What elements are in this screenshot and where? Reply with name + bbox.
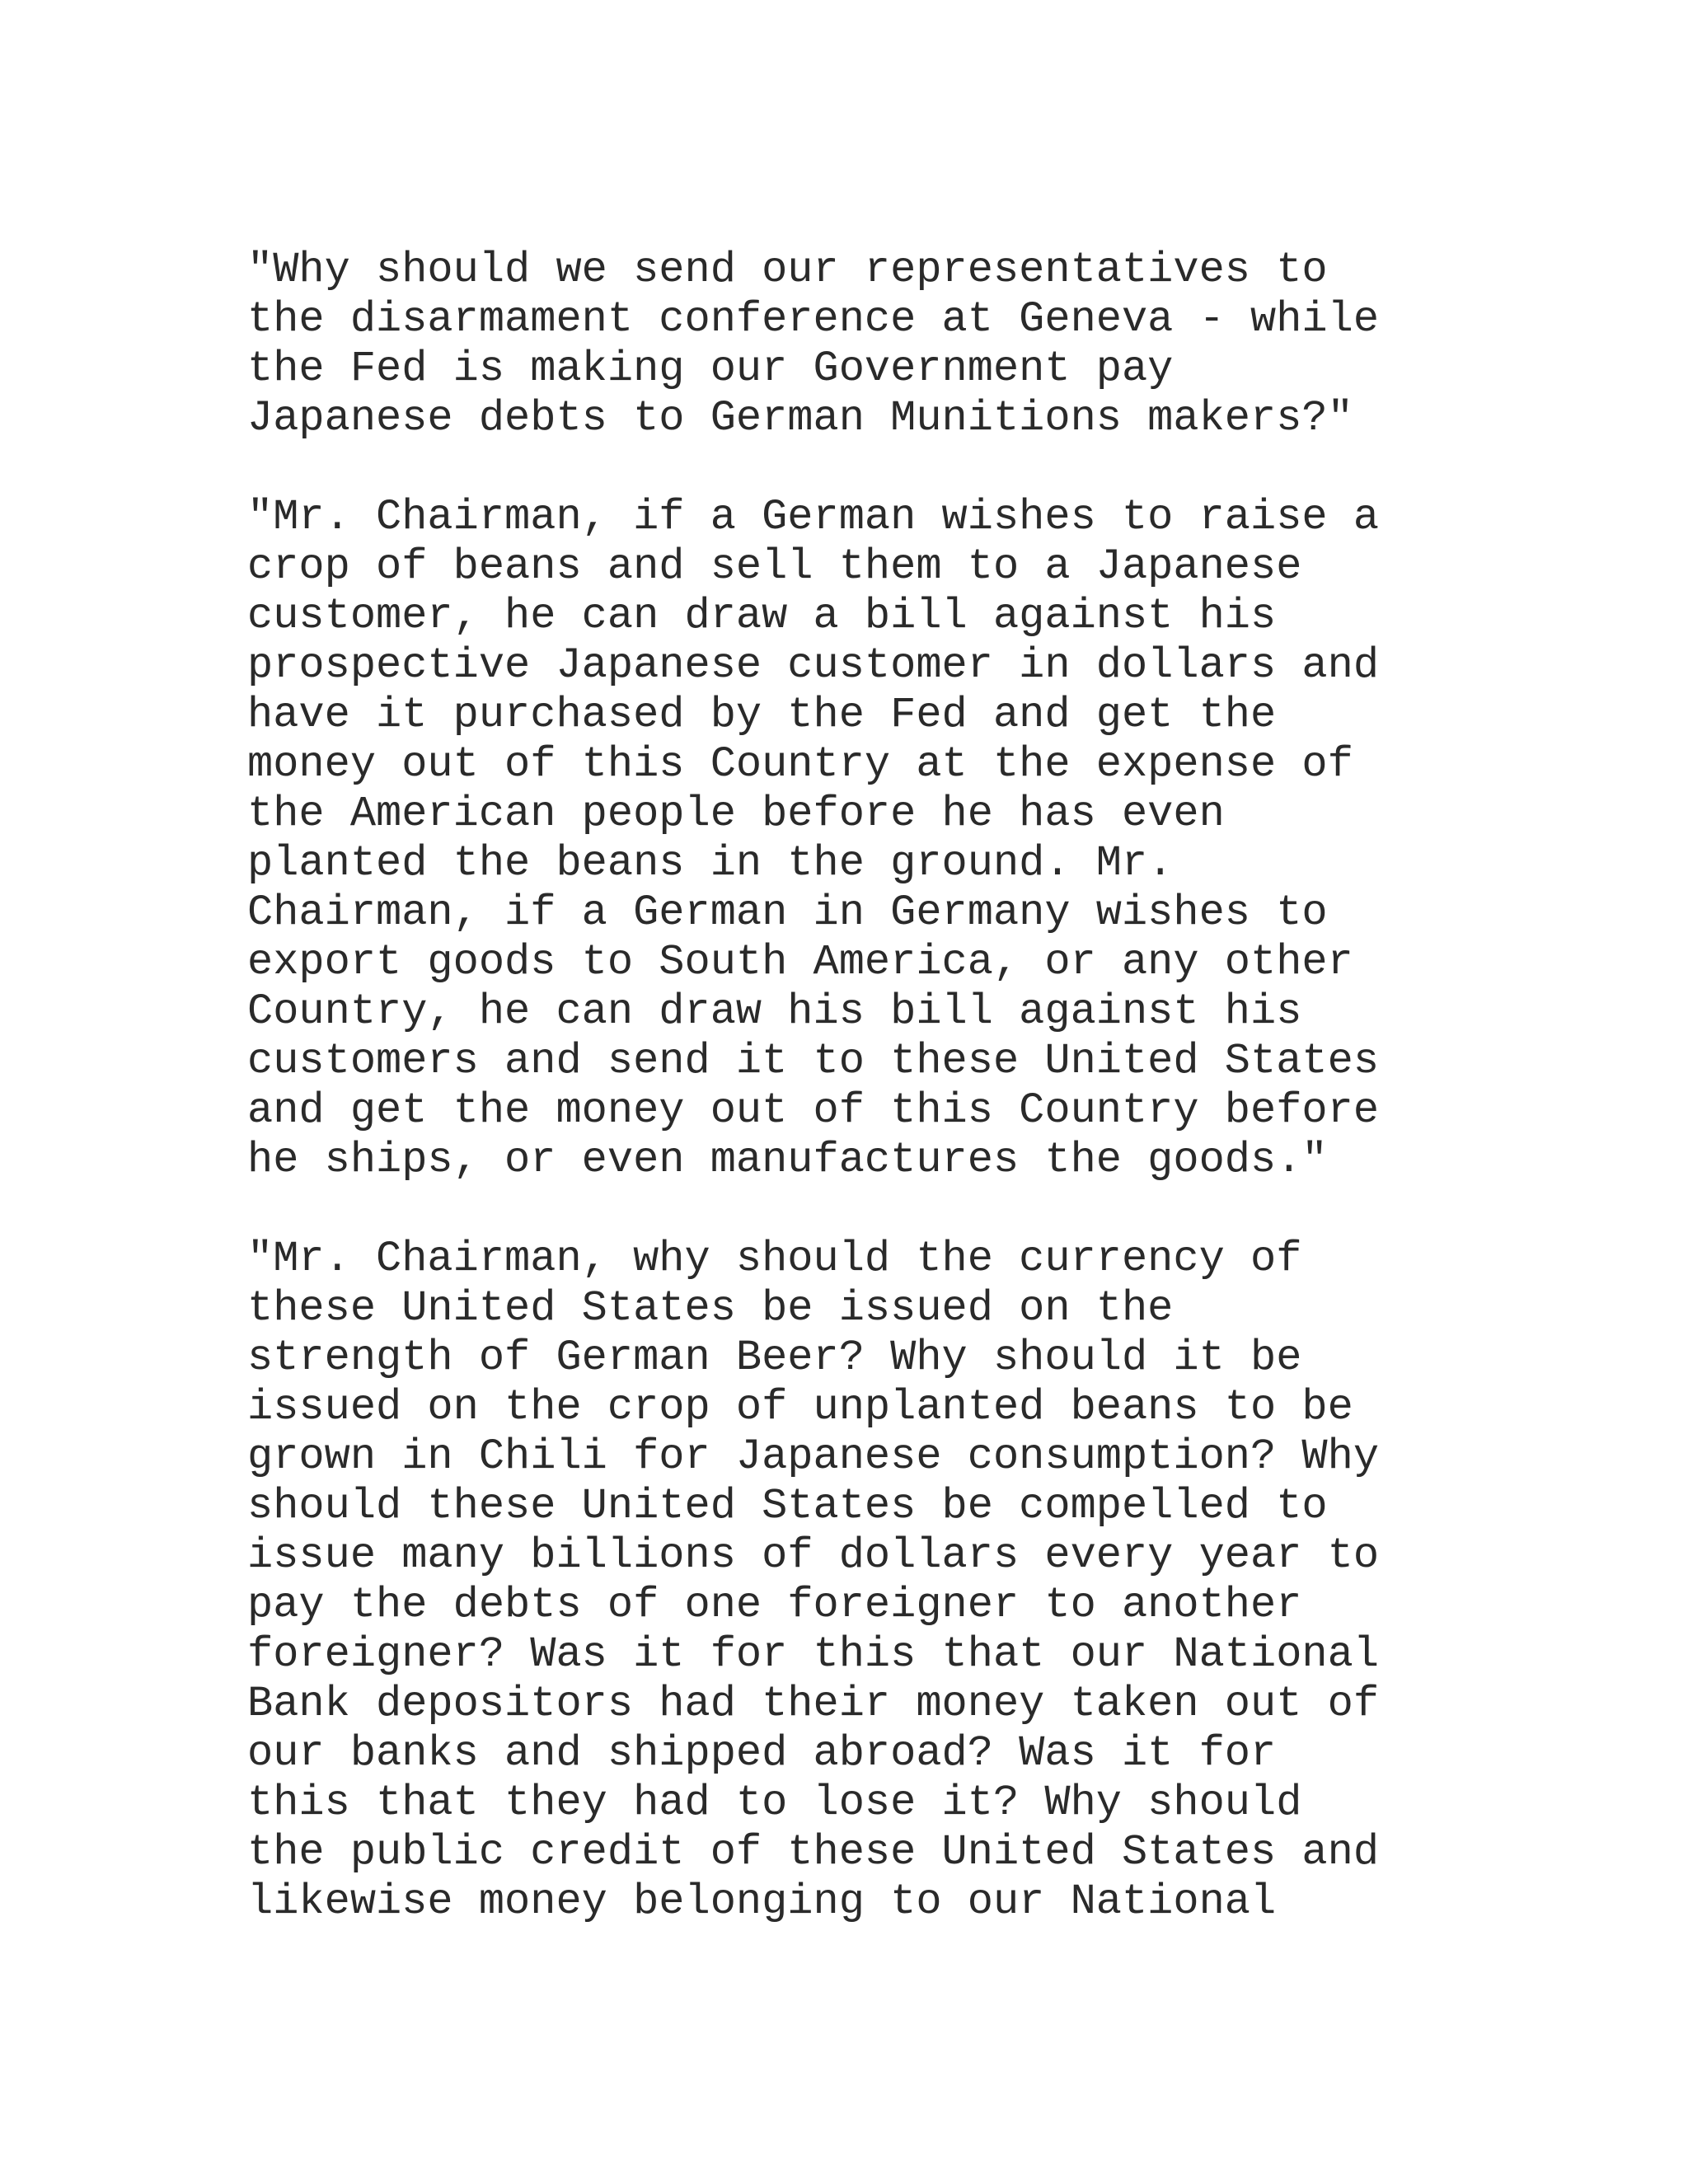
text-line: the public credit of these United States and	[247, 1828, 1380, 1877]
text-line: export goods to South America, or any other	[247, 938, 1353, 987]
text-line: customers and send it to these United States	[247, 1037, 1380, 1085]
text-line: the American people before he has even	[247, 790, 1225, 838]
text-line: foreigner? Was it for this that our National	[247, 1630, 1380, 1679]
text-line: crop of beans and sell them to a Japanese	[247, 542, 1302, 591]
text-line: should these United States be compelled to	[247, 1482, 1328, 1530]
text-line: have it purchased by the Fed and get the	[247, 691, 1277, 739]
text-line: this that they had to lose it? Why should	[247, 1779, 1302, 1827]
text-line: strength of German Beer? Why should it be	[247, 1333, 1302, 1382]
text-line: our banks and shipped abroad? Was it for	[247, 1729, 1277, 1778]
text-line: "Mr. Chairman, if a German wishes to raise a	[247, 493, 1380, 541]
paragraph-1	[247, 246, 1665, 443]
paragraph-2	[247, 493, 1665, 1185]
text-line: and get the money out of this Country before	[247, 1086, 1380, 1135]
text-line: planted the beans in the ground. Mr.	[247, 839, 1174, 888]
text-line: the Fed is making our Government pay	[247, 344, 1174, 393]
text-line: likewise money belonging to our National	[247, 1877, 1277, 1926]
text-line: Bank depositors had their money taken out of	[247, 1680, 1380, 1728]
text-line: "Why should we send our representatives to	[247, 246, 1328, 294]
text-line: customer, he can draw a bill against his	[247, 592, 1277, 640]
text-line: grown in Chili for Japanese consumption? Why	[247, 1432, 1380, 1481]
text-line: issued on the crop of unplanted beans to be	[247, 1383, 1353, 1432]
text-line: issue many billions of dollars every year to	[247, 1531, 1380, 1580]
text-line: prospective Japanese customer in dollars and	[247, 641, 1380, 690]
text-line: Japanese debts to German Munitions makers?"	[247, 394, 1353, 443]
text-line: money out of this Country at the expense of	[247, 740, 1353, 789]
text-line: pay the debts of one foreigner to another	[247, 1581, 1302, 1629]
text-line: the disarmament conference at Geneva - while	[247, 295, 1380, 344]
text-line: Chairman, if a German in Germany wishes to	[247, 888, 1328, 937]
text-line: these United States be issued on the	[247, 1284, 1174, 1333]
paragraph-3	[247, 1235, 1665, 1927]
text-line: he ships, or even manufactures the goods."	[247, 1136, 1328, 1184]
document-body	[247, 246, 1665, 1976]
text-line: "Mr. Chairman, why should the currency of	[247, 1235, 1302, 1283]
text-line: Country, he can draw his bill against his	[247, 987, 1302, 1036]
